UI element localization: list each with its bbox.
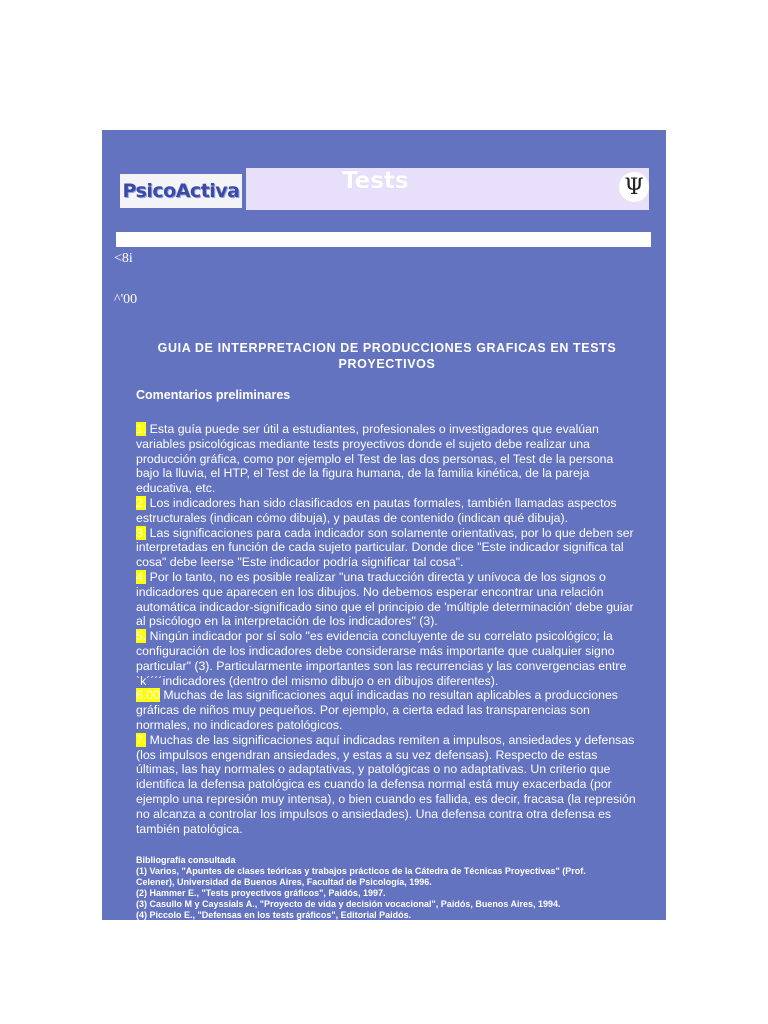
item-text: Muchas de las significaciones aquí indicadas no resultan aplicables a producciones gráficas de niños muy pequeños. Por ejemplo, a cierta edad las transparencias son normales, no indicadores patológicos. (136, 688, 618, 732)
document-panel (102, 130, 666, 920)
document-title: GUIA DE INTERPRETACION DE PRODUCCIONES GRAFICAS EN TESTS PROYECTIVOS (157, 341, 617, 371)
list-item (136, 629, 636, 688)
item-text: Los indicadores han sido clasificados en pautas formales, también llamadas aspectos estructurales (indican cómo dibuja), y pautas de contenido (indican qué dibuja). (136, 495, 617, 525)
list-item (136, 496, 636, 526)
content-body (136, 422, 636, 836)
list-item (136, 733, 636, 837)
logo-text: PsicoActiva (122, 180, 240, 202)
item-number: 2. (136, 495, 147, 510)
psi-symbol: Ψ (624, 174, 644, 200)
item-number: 5. (136, 629, 147, 644)
psi-icon (619, 172, 649, 202)
artifact-text-1: <8i (114, 251, 133, 266)
item-text: Ningún indicador por sí solo "es evidencia concluyente de su correlato psicológico; la configuración de los indicadores debe considerarse más importante que cualquier signo particular" (3). Particularmente importantes son las recurrencias y las convergencias entre `k´´´´indicadores (dentro del mismo dibujo o en dibujos diferentes). (136, 629, 627, 688)
list-item (136, 688, 636, 732)
bibliography-ref: (3) Casullo M y Cayssials A., "Proyecto de vida y decisión vocacional", Paidós, Buenos Aires, 1994. (136, 899, 561, 909)
section-heading: Comentarios preliminares (136, 388, 291, 402)
item-text: Muchas de las significaciones aquí indicadas remiten a impulsos, ansiedades y defensas (los impulsos engendran ansiedades, y estas a su vez defensas). Respecto de estas últimas, las hay normales o adaptativas, y patológicas o no adaptativas. Un criterio que identifica la defensa patológica es cuando la defensa normal está muy exacerbada (por ejemplo una represión muy intensa), o bien cuando es fallida, es decir, fracasa (la represión no alcanza a controlar los impulsos o ansiedades). Una defensa contra otra defensa es también patológica. (136, 732, 636, 836)
item-number: 4. (136, 569, 147, 584)
item-text: Las significaciones para cada indicador son solamente orientativas, por lo que deben ser interpretadas en función de cada sujeto particular. Donde dice "Este indicador significa tal cosa" debe leerse "Este indicador podría significar tal cosa". (136, 525, 634, 570)
bibliography-ref: Celener), Universidad de Buenos Aires, Facultad de Psicología, 1996. (136, 877, 432, 887)
bibliography-heading: Bibliografía consultada (136, 855, 236, 865)
psicoactiva-logo[interactable] (120, 174, 242, 208)
item-number: 6.00 (136, 688, 160, 703)
item-number: 3. (136, 525, 147, 540)
item-number: 1. (136, 422, 147, 436)
item-text: Por lo tanto, no es posible realizar "una traducción directa y unívoca de los signos o indicadores que aparecen en los dibujos. No debemos esperar encontrar una relación automática indicador-significado sino que el principio de 'múltiple determinación' debe guiar al psicólogo en la interpretación de los indicadores" (3). (136, 569, 634, 629)
bibliography-ref: (2) Hammer E., "Tests proyectivos gráficos", Paidós, 1997. (136, 888, 386, 898)
title-bar (246, 168, 649, 210)
bibliography-ref: (4) Piccolo E., "Defensas en los tests gráficos", Editorial Paidós. (136, 910, 412, 920)
item-text: Esta guía puede ser útil a estudiantes, profesionales o investigadores que evalúan variables psicológicas mediante tests proyectivos donde el sujeto debe realizar una producción gráfica, como por ejemplo el Test de las dos personas, el Test de la persona bajo la lluvia, el HTP, el Test de la figura humana, de la familia kinética, de la pareja educativa, etc. (136, 422, 614, 496)
page-title: Tests (342, 168, 409, 194)
bibliography (136, 855, 646, 920)
bibliography-ref: (1) Varios, "Apuntes de clases teóricas y trabajos prácticos de la Cátedra de Técnicas Proyectivas" (Prof. (136, 866, 586, 876)
list-item (136, 422, 636, 496)
list-item (136, 570, 636, 629)
item-number: 7. (136, 732, 147, 747)
list-item (136, 526, 636, 570)
artifact-text-2: ^'00 (114, 292, 138, 307)
divider-bar (116, 232, 651, 247)
